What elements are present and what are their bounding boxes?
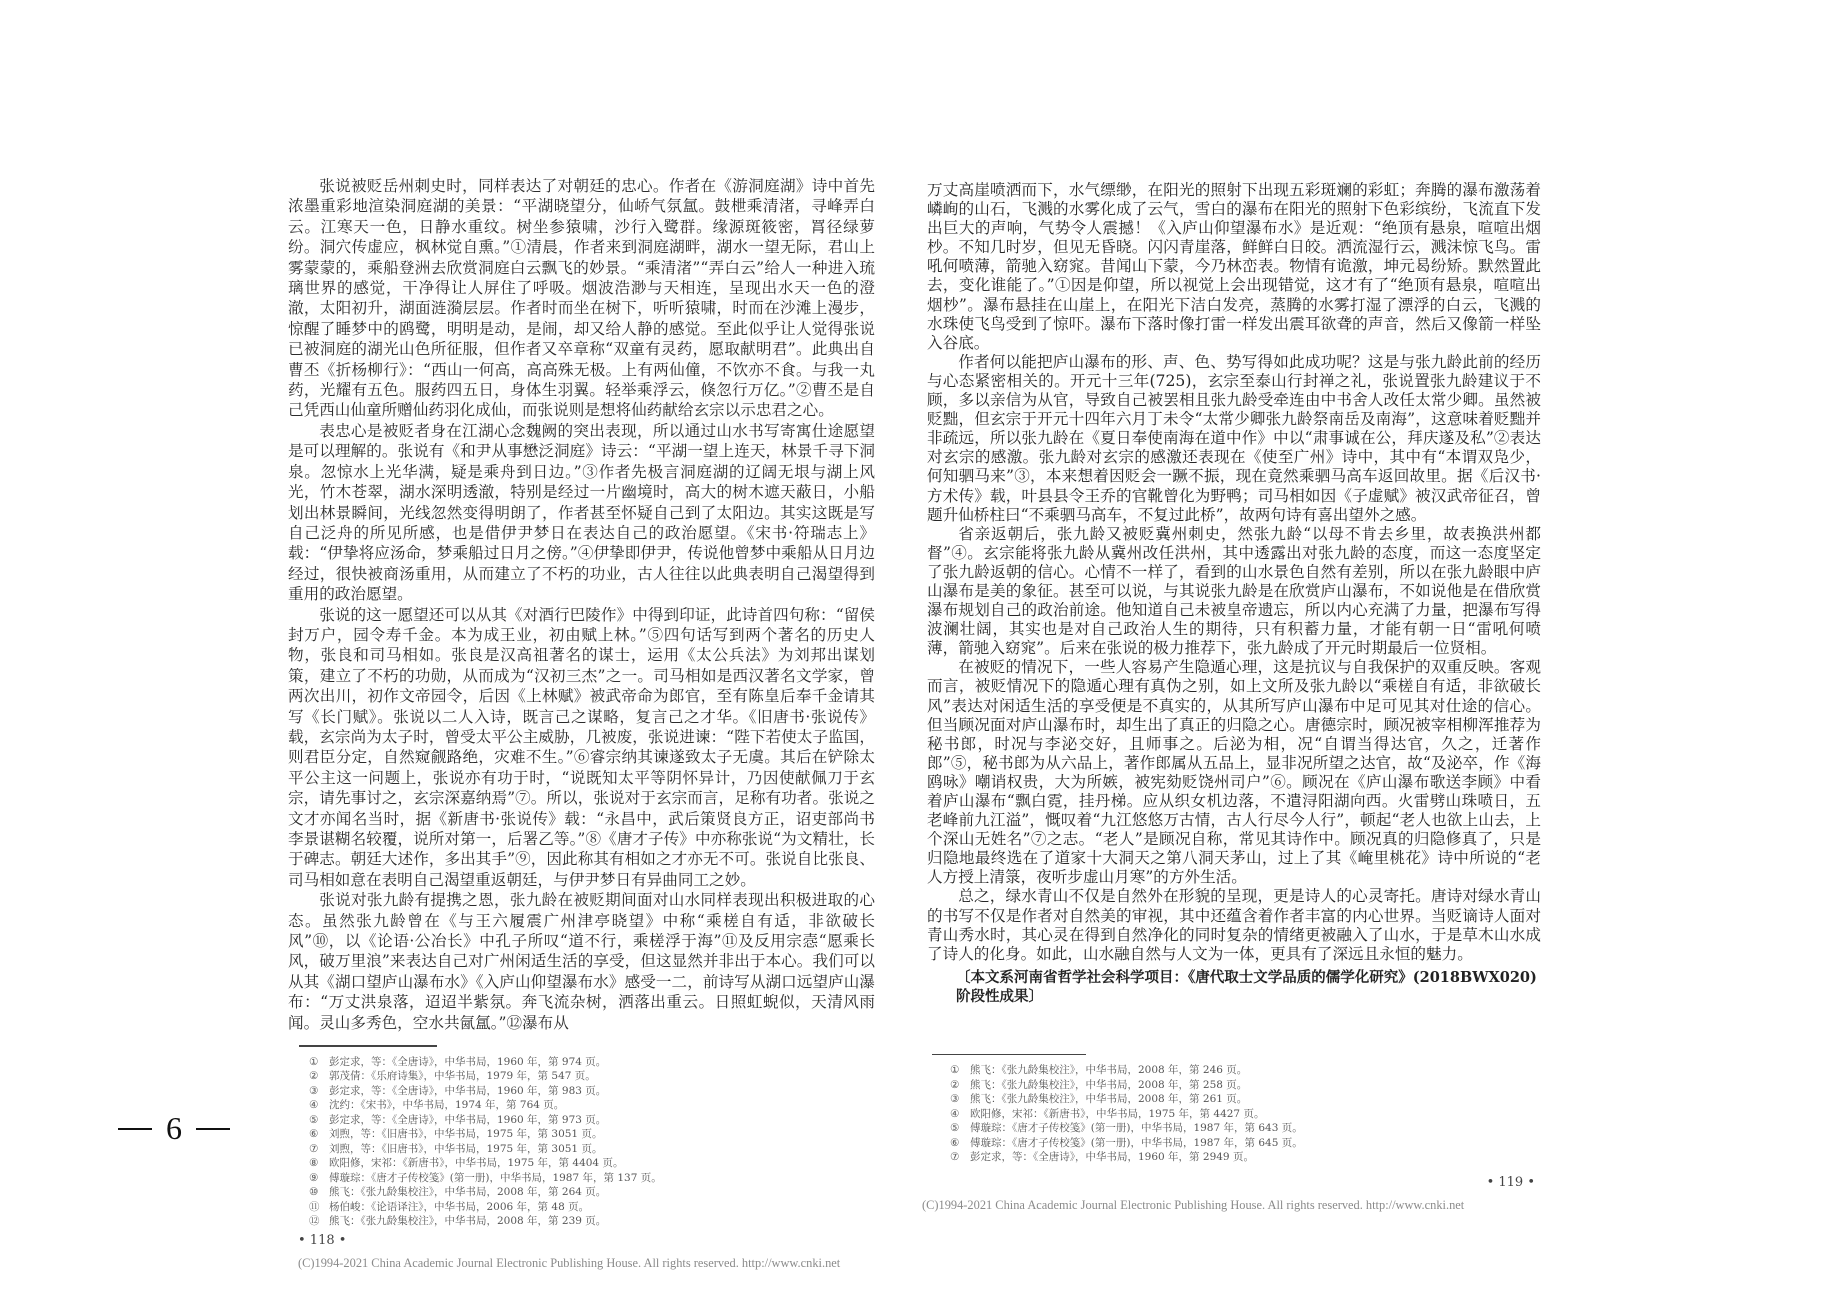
copyright-left: (C)1994-2021 China Academic Journal Electronic Publishing House. All rights reserved. http://www.cnki.net: [298, 1255, 841, 1270]
paragraph: 在被贬的情况下，一些人容易产生隐遁心理，这是抗议与自我保护的双重反映。客观而言，被贬情况下的隐遁心理有真伪之别，如上文所及张九龄以“乘槎自有适，非欲破长风”表达对闲适生活的享受便是不真实的，从其所写庐山瀑布中足可见其对仕途的信心。但当顾况面对庐山瀑布时，却生出了真正的归隐之心。唐德宗时，顾况被宰相柳浑推荐为秘书郎，时况与李泌交好，且师事之。后泌为相，况“自谓当得达官，久之，迁著作郎”⑤，秘书郎为从六品上，著作郎属从五品上，显非况所望之达官，故“及泌卒，作《海鸥咏》嘲诮权贵，大为所嫉，被宪劾贬饶州司户”⑥。顾况在《庐山瀑布歌送李顾》中看着庐山瀑布“飘白霓，挂丹梯。应从织女机边落，不遣浔阳湖向西。火雷劈山珠喷日，五老峰前九江溢”，慨叹着“九江悠悠万古情，古人行尽今人行”，顿起“老人也欲上山去，上个深山无姓名”⑦之志。“老人”是顾况自称，常见其诗作中。顾况真的归隐修真了，只是归隐地最终选在了道家十大洞天之第八洞天茅山，过上了其《崦里桃花》诗中所说的“老人方授上清箓，夜听步虚山月寒”的方外生活。: [927, 658, 1541, 887]
footnote: ⑤ 傅璇琮：《唐才子传校笺》(第一册)，中华书局，1987 年，第 643 页。: [950, 1122, 1303, 1135]
footnote: ④ 欧阳修，宋祁：《新唐书》，中华书局，1975 年，第 4427 页。: [950, 1107, 1265, 1120]
footnote-divider: [299, 1045, 437, 1047]
footnote: ⑤ 彭定求，等：《全唐诗》，中华书局，1960 年，第 973 页。: [309, 1113, 607, 1126]
sheet-number-value: 6: [166, 1110, 182, 1146]
paragraph: 张说对张九龄有提携之恩，张九龄在被贬期间面对山水同样表现出积极进取的心态。虽然张九龄曾在《与王六履震广州津亭晓望》中称“乘槎自有适，非欲破长风”⑩，以《论语·公冶长》中孔子所叹“道不行，乘槎浮于海”⑪及反用宗悫“愿乘长风，破万里浪”来表达自己对广州闲适生活的享受，但这显然并非出于本心。我们可以从其《湖口望庐山瀑布水》《入庐山仰望瀑布水》感受一二，前诗写从湖口远望庐山瀑布：“万丈洪泉落，迢迢半紫氛。奔飞流杂树，洒落出重云。日照虹蜺似，天清风雨闻。灵山多秀色，空水共氤氲。”⑫瀑布从: [288, 891, 875, 1032]
dash-left: [118, 1128, 152, 1130]
footnote: ⑧ 欧阳修，宋祁：《新唐书》，中华书局，1975 年，第 4404 页。: [309, 1157, 624, 1170]
footnote: ⑥ 刘煦，等：《旧唐书》，中华书局，1975 年，第 3051 页。: [309, 1128, 603, 1141]
paragraph: 作者何以能把庐山瀑布的形、声、色、势写得如此成功呢？这是与张九龄此前的经历与心态紧密相关的。开元十三年(725)，玄宗至泰山行封禅之礼，张说置张九龄建议于不顾，多以亲信为从官，导致自己被罢相且张九龄受牵连由中书舍人改任太常少卿。虽然被贬黜，但玄宗于开元十四年六月丁未令“太常少卿张九龄祭南岳及南海”，这意味着贬黜并非疏远，所以张九龄在《夏日奉使南海在道中作》中以“肃事诚在公，拜庆遂及私”②表达对玄宗的感激。张九龄对玄宗的感激还表现在《使至广州》诗中，其中有“本谓双凫少，何知驷马来”③，本来想着因贬会一蹶不振，现在竟然乘驷马高车返回故里。据《后汉书·方术传》载，叶县县令王乔的官靴曾化为野鸭；司马相如因《子虚赋》被汉武帝征召，曾题升仙桥柱曰“不乘驷马高车，不复过此桥”，故两句诗有喜出望外之感。: [927, 352, 1541, 524]
footnote-divider: [932, 1054, 1086, 1056]
paragraph: 万丈高崖喷洒而下，水气缥缈，在阳光的照射下出现五彩斑斓的彩虹；奔腾的瀑布激荡着嶙峋的山石，飞溅的水雾化成了云气，雪白的瀑布在阳光的照射下色彩缤纷，飞流直下发出巨大的声响，气势令人震撼！《入庐山仰望瀑布水》是近观：“绝顶有悬泉，喧喧出烟杪。不知几时岁，但见无昏晓。闪闪青崖落，鲜鲜白日皎。洒流湿行云，溅沫惊飞鸟。雷吼何喷薄，箭驰入窈窕。昔闻山下蒙，今乃林峦表。物情有诡激，坤元曷纷矫。默然置此去，变化谁能了。”①因是仰望，所以视觉上会出现错觉，这才有了“绝顶有悬泉，喧喧出烟杪”。瀑布悬挂在山崖上，在阳光下洁白发亮，蒸腾的水雾打湿了漂浮的白云，飞溅的水珠使飞鸟受到了惊吓。瀑布下落时像打雷一样发出震耳欲聋的声音，然后又像箭一样坠入谷底。: [927, 181, 1541, 352]
left-page-body: [288, 176, 875, 1033]
footnote: ② 郭茂倩：《乐府诗集》，中华书局，1979 年，第 547 页。: [309, 1070, 596, 1083]
footnote: ⑫ 熊飞：《张九龄集校注》，中华书局，2008 年，第 239 页。: [309, 1215, 607, 1228]
left-footnotes: [309, 1055, 875, 1229]
footnote: ⑨ 傅璇琮：《唐才子传校笺》(第一册)，中华书局，1987 年，第 137 页。: [309, 1171, 662, 1184]
page-number-left: • 118 •: [298, 1232, 347, 1248]
footnote: ③ 彭定求，等：《全唐诗》，中华书局，1960 年，第 983 页。: [309, 1084, 607, 1097]
footnote: ⑥ 傅璇琮：《唐才子传校笺》(第一册)，中华书局，1987 年，第 645 页。: [950, 1136, 1303, 1149]
right-page: [922, 181, 1541, 1213]
page-number-right: • 119 •: [1486, 1174, 1535, 1190]
paragraph: 总之，绿水青山不仅是自然外在形貌的呈现，更是诗人的心灵寄托。唐诗对绿水青山的书写不仅是作者对自然美的审视，其中还蕴含着作者丰富的内心世界。当贬谪诗人面对青山秀水时，其心灵在得到自然净化的同时复杂的情绪更被融入了山水，于是草木山水成了诗人的化身。如此，山水融自然与人文为一体，更具有了深远且永恒的魅力。: [927, 887, 1541, 963]
dash-right: [196, 1128, 230, 1130]
right-page-body: [927, 181, 1541, 964]
footnote: ⑦ 刘煦，等：《旧唐书》，中华书局，1975 年，第 3051 页。: [309, 1142, 603, 1155]
footnote: ① 彭定求，等：《全唐诗》，中华书局，1960 年，第 974 页。: [309, 1055, 607, 1068]
right-footnotes: [950, 1063, 1541, 1165]
footnote: ④ 沈约：《宋书》，中华书局，1974 年，第 764 页。: [309, 1099, 565, 1112]
sheet-number: [118, 1110, 230, 1147]
footnote: ② 熊飞：《张九龄集校注》，中华书局，2008 年，第 258 页。: [950, 1078, 1248, 1091]
footnote: ① 熊飞：《张九龄集校注》，中华书局，2008 年，第 246 页。: [950, 1064, 1248, 1077]
left-page: [288, 176, 875, 1271]
footnote: ⑦ 彭定求，等：《全唐诗》，中华书局，1960 年，第 2949 页。: [950, 1151, 1254, 1164]
paragraph: 表忠心是被贬者身在江湖心念魏阙的突出表现，所以通过山水书写寄寓仕途愿望是可以理解的。张说有《和尹从事懋泛洞庭》诗云：“平湖一望上连天，林景千寻下洞泉。忽惊水上光华满，疑是乘舟到日边。”③作者先极言洞庭湖的辽阔无垠与湖上风光，竹木苍翠，湖水深明透澈，特别是经过一片幽境时，高大的树木遮天蔽日，小船划出林景瞬间，光线忽然变得明朗了，作者甚至怀疑自己到了太阳边。其实这既是写自己泛舟的所见所感，也是借伊尹梦日在表达自己的政治愿望。《宋书·符瑞志上》载：“伊挚将应汤命，梦乘船过日月之傍。”④伊挚即伊尹，传说他曾梦中乘船从日月边经过，很快被商汤重用，从而建立了不朽的功业，古人往往以此典表明自己渴望得到重用的政治愿望。: [288, 421, 875, 604]
footnote: ⑪ 杨伯峻：《论语译注》，中华书局，2006 年，第 48 页。: [309, 1200, 590, 1213]
funding-note: 〔本文系河南省哲学社会科学项目：《唐代取士文学品质的儒学化研究》(2018BWX020)阶段性成果〕: [956, 968, 1537, 1005]
paragraph: 省亲返朝后，张九龄又被贬冀州刺史，然张九龄“以母不肯去乡里，故表换洪州都督”④。玄宗能将张九龄从冀州改任洪州，其中透露出对张九龄的态度，而这一态度坚定了张九龄返朝的信心。心情不一样了，看到的山水景色自然有差别，所以在张九龄眼中庐山瀑布是美的象征。甚至可以说，与其说张九龄是在欣赏庐山瀑布，不如说他是在借欣赏瀑布规划自己的政治前途。他知道自己未被皇帝遗忘，所以内心充满了力量，把瀑布写得波澜壮阔，其实也是对自己政治人生的期待，只有积蓄力量，才能有朝一日“雷吼何喷薄，箭驰入窈窕”。后来在张说的极力推荐下，张九龄成了开元时期最后一位贤相。: [927, 524, 1541, 658]
paragraph: 张说的这一愿望还可以从其《对酒行巴陵作》中得到印证，此诗首四句称：“留侯封万户，园令寿千金。本为成王业，初由赋上林。”⑤四句话写到两个著名的历史人物，张良和司马相如。张良是汉高祖著名的谋士，运用《太公兵法》为刘邦出谋划策，建立了不朽的功勋，从而成为“汉初三杰”之一。司马相如是西汉著名文学家，曾两次出川，初作文帝园令，后因《上林赋》被武帝命为郎官，至有陈皇后奉千金请其写《长门赋》。张说以二人入诗，既言己之谋略，复言己之才华。《旧唐书·张说传》载，玄宗尚为太子时，曾受太平公主威胁，几被废，张说进谏：“陛下若使太子监国，则君臣分定，自然窥觎路绝，灾难不生。”⑥睿宗纳其谏遂致太子无虞。其后在铲除太平公主这一问题上，张说亦有功于时，“说既知太平等阴怀异计，乃因使献佩刀于玄宗，请先事讨之，玄宗深嘉纳焉”⑦。所以，张说对于玄宗而言，足称有功者。张说之文才亦闻名当时，据《新唐书·张说传》载：“永昌中，武后策贤良方正，诏吏部尚书李景谌糊名较覆，说所对第一，后署乙等。”⑧《唐才子传》中亦称张说“为文精壮，长于碑志。朝廷大述作，多出其手”⑨，因此称其有相如之才亦无不可。张说自比张良、司马相如意在表明自己渴望重返朝廷，与伊尹梦日有异曲同工之妙。: [288, 605, 875, 889]
footnote: ⑩ 熊飞：《张九龄集校注》，中华书局，2008 年，第 264 页。: [309, 1186, 607, 1199]
paragraph: 张说被贬岳州刺史时，同样表达了对朝廷的忠心。作者在《游洞庭湖》诗中首先浓墨重彩地渲染洞庭湖的美景：“平湖晓望分，仙峤气氛氲。鼓枻乘清渚，寻峰弄白云。江寒天一色，日静水重纹。树坐参猿啸，沙行入鹭群。缘源斑筱密，罥径绿萝纷。洞穴传虚应，枫林觉自熏。”①清晨，作者来到洞庭湖畔，湖水一望无际，君山上雾蒙蒙的，乘船登洲去欣赏洞庭白云飘飞的妙景。“乘清渚”“弄白云”给人一种进入琉璃世界的感觉，干净得让人屏住了呼吸。烟波浩渺与天相连，呈现出水天一色的澄澈，太阳初升，湖面涟漪层层。作者时而坐在树下，听听猿啸，时而在沙滩上漫步，惊醒了睡梦中的鸥鹭，明明是动，是闹，却又给人静的感觉。至此似乎让人觉得张说已被洞庭的湖光山色所征服，但作者又卒章称“双童有灵药，愿取献明君”。此典出自曹丕《折杨柳行》：“西山一何高，高高殊无极。上有两仙僮，不饮亦不食。与我一丸药，光耀有五色。服药四五日，身体生羽翼。轻举乘浮云，倏忽行万亿。”②曹丕是自己凭西山仙童所赠仙药羽化成仙，而张说则是想将仙药献给玄宗以示忠君之心。: [288, 177, 875, 420]
footnote: ③ 熊飞：《张九龄集校注》，中华书局，2008 年，第 261 页。: [950, 1093, 1248, 1106]
copyright-right: (C)1994-2021 China Academic Journal Electronic Publishing House. All rights reserved. http://www.cnki.net: [922, 1197, 1465, 1212]
